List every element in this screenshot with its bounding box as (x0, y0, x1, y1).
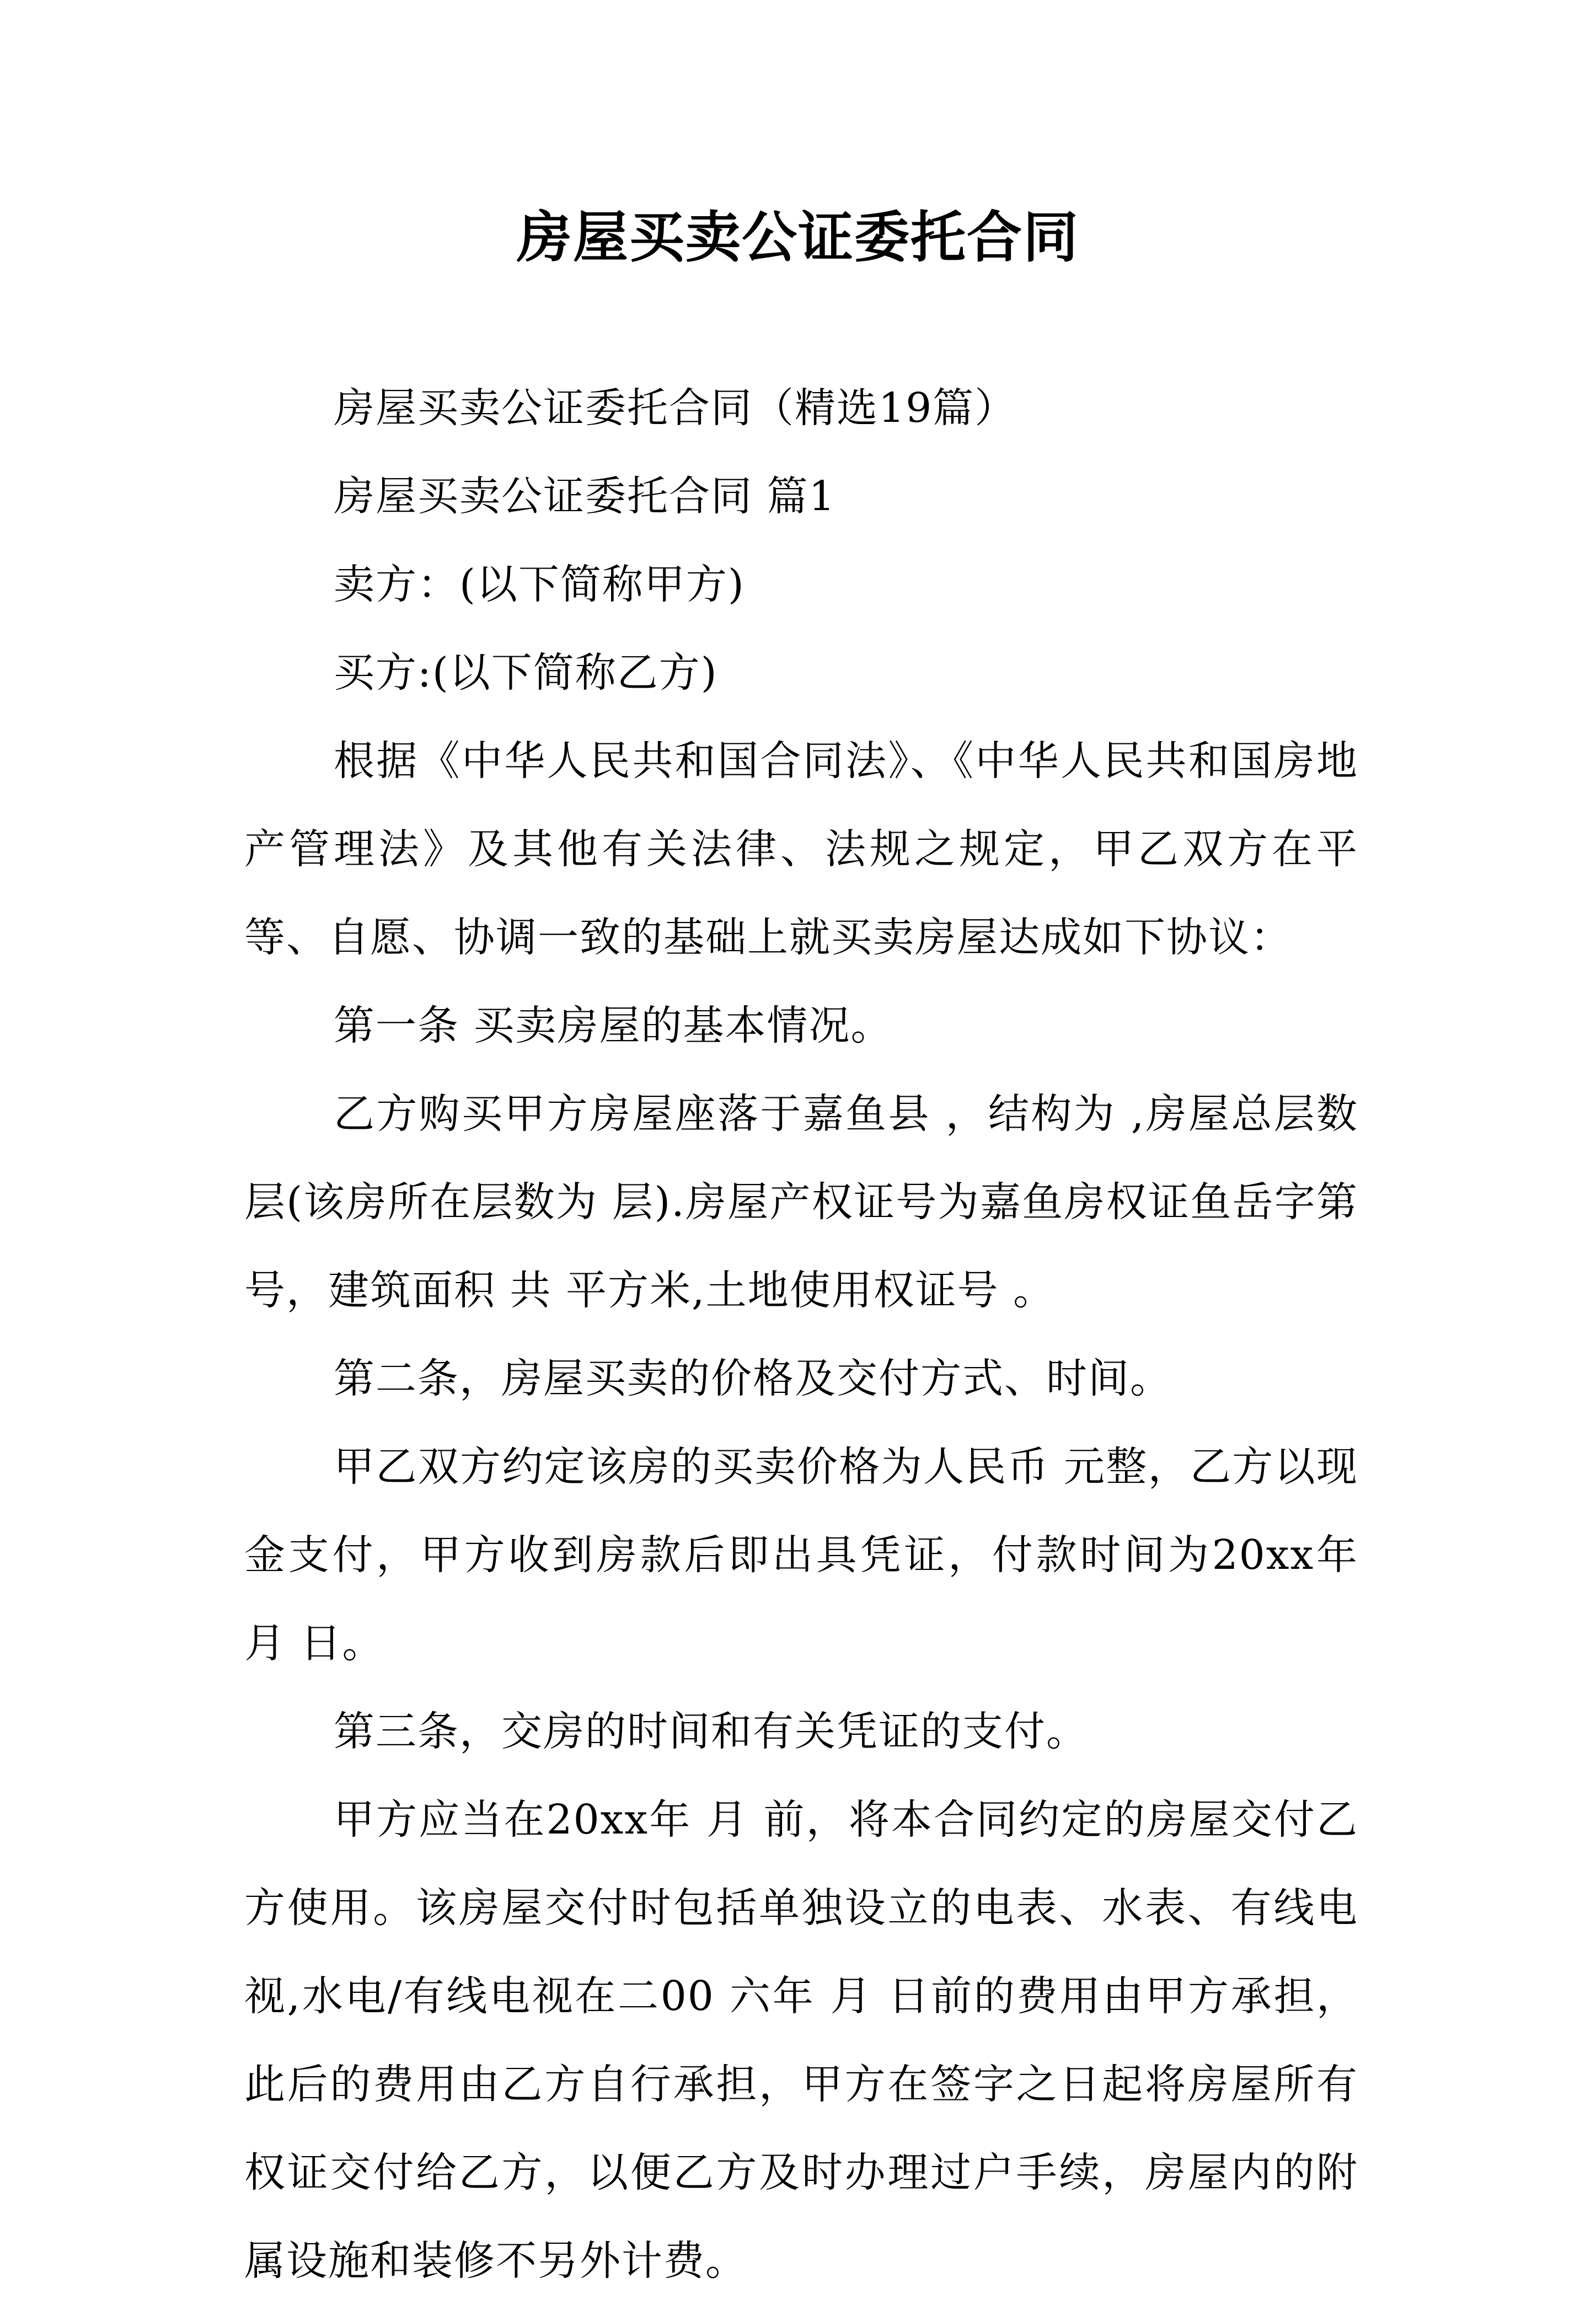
paragraph-article-1-heading: 第一条 买卖房屋的基本情况。 (334, 1002, 893, 1049)
paragraph-article-1-body: 乙方购买甲方房屋座落于嘉鱼县 ，结构为 ,房屋总层数 层(该房所在层数为 层).房屋产权证号为嘉鱼房权证鱼岳字第 号，建筑面积 共 平方米,土地使用权证号 。 (244, 1090, 1358, 1314)
paragraph-article-2-heading: 第二条，房屋买卖的价格及交付方式、时间。 (334, 1355, 1172, 1402)
document-body (244, 364, 1358, 2305)
paragraph-article-2-body: 甲乙双方约定该房的买卖价格为人民币 元整，乙方以现金支付，甲方收到房款后即出具凭证，付款时间为20xx年 月 日。 (244, 1443, 1358, 1667)
document-title: 房屋买卖公证委托合同 (517, 205, 1079, 270)
paragraph-section-heading: 房屋买卖公证委托合同 篇1 (334, 473, 836, 520)
paragraph-article-3-heading: 第三条，交房的时间和有关凭证的支付。 (334, 1708, 1088, 1755)
paragraph-buyer: 买方:(以下简称乙方) (334, 649, 718, 696)
paragraph-subtitle: 房屋买卖公证委托合同（精选19篇） (334, 384, 1017, 432)
paragraph-article-3-body: 甲方应当在20xx年 月 前，将本合同约定的房屋交付乙方使用。该房屋交付时包括单独设立的电表、水表、有线电视,水电/有线电视在二00 六年 月 日前的费用由甲方承担，此后的费用由乙方自行承担，甲方在签字之日起将房屋所有权证交付给乙方，以便乙方及时办理过户手续，房屋内的附属设施和装修不另外计费。 (244, 1796, 1358, 2285)
paragraph-preamble: 根据《中华人民共和国合同法》、《中华人民共和国房地产管理法》及其他有关法律、法规之规定，甲乙双方在平等、自愿、协调一致的基础上就买卖房屋达成如下协议： (244, 737, 1358, 961)
paragraph-seller: 卖方：(以下简称甲方) (334, 561, 745, 608)
